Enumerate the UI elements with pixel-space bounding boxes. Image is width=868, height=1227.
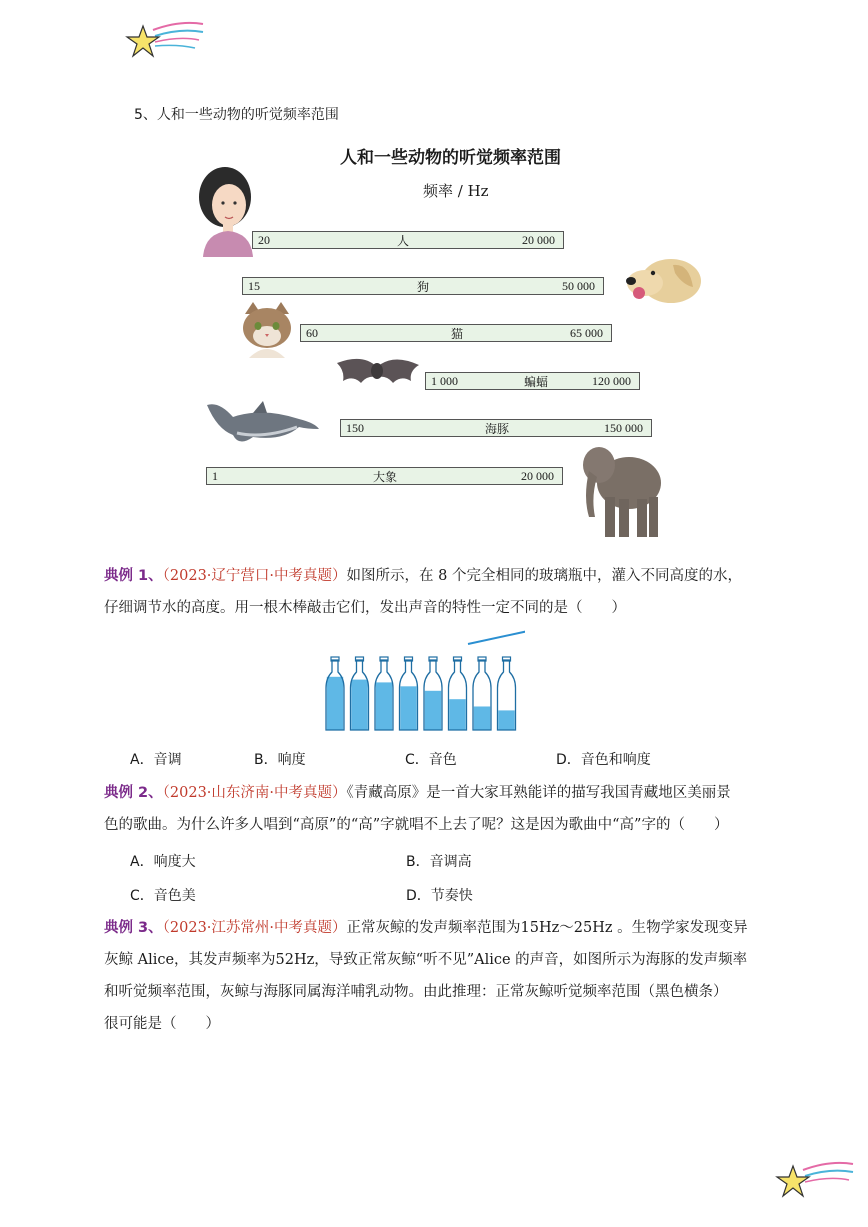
example-tag: 典例 2、 — [104, 785, 163, 801]
glass-bottle — [473, 657, 491, 730]
example-source: （2023·江苏常州·中考真题） — [162, 920, 347, 936]
example-3-line-4: 很可能是（ ） — [104, 1016, 220, 1032]
example-2-line-2: 色的歌曲。为什么许多人唱到“高原”的“高”字就唱不上去了呢？这是因为歌曲中“高”字的（ ） — [104, 817, 729, 833]
section-title: 5、人和一些动物的听觉频率范围 — [134, 107, 339, 123]
example-1-line-1: 典例 1、（2023·辽宁营口·中考真题）如图所示，在 8 个完全相同的玻璃瓶中，灌入不同高度的水， — [104, 568, 742, 584]
dog-icon — [623, 253, 707, 313]
example-tag: 典例 3、 — [104, 920, 163, 936]
shooting-star-icon — [125, 18, 205, 63]
example-tag: 典例 1、 — [104, 568, 163, 584]
shooting-star-icon — [775, 1158, 855, 1203]
bat-icon — [333, 353, 421, 391]
glass-bottle — [449, 657, 467, 730]
glass-bottle — [424, 657, 442, 730]
example-2-option-c[interactable]: C．音色美 — [130, 888, 196, 904]
example-2-option-b[interactable]: B．音调高 — [406, 854, 472, 870]
glass-bottle — [375, 657, 393, 730]
example-3 — [104, 912, 794, 1040]
example-2 — [104, 777, 784, 841]
elephant-icon — [579, 437, 665, 541]
example-source: （2023·辽宁营口·中考真题） — [162, 568, 347, 584]
glass-bottle — [351, 657, 369, 730]
example-1-option-a[interactable]: A．音调 — [130, 752, 182, 768]
example-1-option-c[interactable]: C．音色 — [405, 752, 457, 768]
figure-unit: 频率 / Hz — [423, 182, 489, 200]
example-2-option-a[interactable]: A．响度大 — [130, 854, 196, 870]
example-1-line-2: 仔细调节水的高度。用一根木棒敲击它们，发出声音的特性一定不同的是（ ） — [104, 600, 626, 616]
bar-bat: 1 000 蝙蝠 120 000 — [425, 372, 640, 390]
glass-bottle — [400, 657, 418, 730]
example-3-line-2: 灰鲸 Alice，其发声频率为52Hz，导致正常灰鲸“听不见”Alice 的声音，如图所示为海豚的发声频率 — [104, 952, 748, 968]
bar-dolphin: 150 海豚 150 000 — [340, 419, 652, 437]
example-source: （2023·山东济南·中考真题） — [162, 785, 347, 801]
example-2-line-1: 典例 2、（2023·山东济南·中考真题）《青藏高原》是一首大家耳熟能详的描写我国青藏地区美丽景 — [104, 785, 731, 801]
example-2-option-d[interactable]: D．节奏快 — [406, 888, 473, 904]
dolphin-icon — [203, 397, 323, 449]
example-1-option-d[interactable]: D．音色和响度 — [556, 752, 651, 768]
bar-cat: 60 猫 65 000 — [300, 324, 612, 342]
bar-elephant: 1 大象 20 000 — [206, 467, 563, 485]
cat-icon — [239, 300, 295, 358]
person-icon — [195, 165, 257, 257]
example-1-option-b[interactable]: B．响度 — [254, 752, 306, 768]
bar-human: 20 人 20 000 — [252, 231, 564, 249]
glass-bottle — [498, 657, 516, 730]
hearing-range-figure — [195, 135, 675, 545]
example-1 — [104, 560, 774, 624]
example-3-line-1: 典例 3、（2023·江苏常州·中考真题）正常灰鲸的发声频率范围为15Hz～25Hz 。生物学家发现变异 — [104, 920, 748, 936]
bar-dog: 15 狗 50 000 — [242, 277, 604, 295]
figure-title: 人和一些动物的听觉频率范围 — [340, 148, 561, 168]
example-3-line-3: 和听觉频率范围，灰鲸与海豚同属海洋哺乳动物。由此推理：正常灰鲸听觉频率范围（黑色横条） — [104, 984, 728, 1000]
glass-bottles-figure — [320, 624, 525, 736]
glass-bottle — [326, 657, 344, 730]
